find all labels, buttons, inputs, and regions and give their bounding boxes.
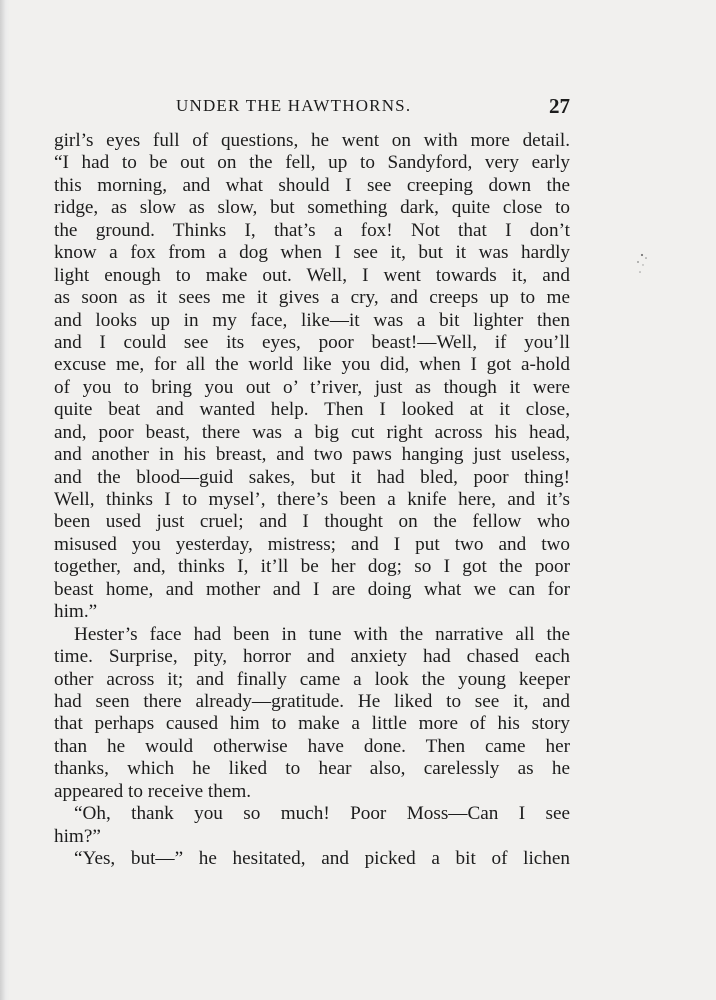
paper-specks <box>628 250 658 280</box>
text-line: and, poor beast, there was a big cut right across his head, <box>54 421 570 443</box>
page-gutter <box>0 0 10 1000</box>
text-line: Well, thinks I to mysel’, there’s been a knife here, and it’s <box>54 489 570 510</box>
text-line: ridge, as slow as slow, but something dark, quite close to <box>54 197 570 219</box>
text-line: excuse me, for all the world like you did, when I got a-hold <box>54 354 570 376</box>
text-line: him?” <box>54 825 101 847</box>
text-line: appeared to receive them. <box>54 780 252 802</box>
running-title: UNDER THE HAWTHORNS. <box>176 96 412 115</box>
text-line: and the blood—guid sakes, but it had bled, poor thing! <box>54 466 570 488</box>
page-header <box>54 96 570 120</box>
text-line: him.” <box>54 601 98 623</box>
text-line: “I had to be out on the fell, up to Sandyford, very early <box>54 152 570 174</box>
text-line: “Yes, but—” he hesitated, and picked a bit of lichen <box>74 848 570 869</box>
text-line: time. Surprise, pity, horror and anxiety had chased each <box>54 646 570 668</box>
text-line: of you to bring you out o’ t’river, just as though it were <box>54 376 570 398</box>
text-line: and another in his breast, and two paws hanging just useless, <box>54 444 570 466</box>
text-line: that perhaps caused him to make a little more of his story <box>54 713 570 735</box>
body-text <box>54 130 570 870</box>
text-line: and looks up in my face, like—it was a bit lighter then <box>54 309 570 331</box>
text-line: girl’s eyes full of questions, he went on with more detail. <box>54 130 570 151</box>
text-line: together, and, thinks I, it’ll be her dog; so I got the poor <box>54 556 570 578</box>
text-line: been used just cruel; and I thought on the fellow who <box>54 511 570 533</box>
text-line: quite beat and wanted help. Then I looked at it close, <box>54 399 570 421</box>
text-line: thanks, which he liked to hear also, carelessly as he <box>54 758 570 780</box>
text-line: misused you yesterday, mistress; and I put two and two <box>54 533 570 555</box>
text-line: this morning, and what should I see creeping down the <box>54 174 570 196</box>
text-line: “Oh, thank you so much! Poor Moss—Can I see <box>74 803 570 825</box>
text-line: know a fox from a dog when I see it, but it was hardly <box>54 242 570 264</box>
text-line: had seen there already—gratitude. He liked to see it, and <box>54 690 570 712</box>
text-line: other across it; and finally came a look the young keeper <box>54 668 570 690</box>
text-line: light enough to make out. Well, I went towards it, and <box>54 264 570 286</box>
text-line: as soon as it sees me it gives a cry, and creeps up to me <box>54 287 570 309</box>
text-line: than he would otherwise have done. Then came her <box>54 735 570 757</box>
text-line: Hester’s face had been in tune with the narrative all the <box>74 623 570 645</box>
page-number: 27 <box>549 94 570 118</box>
text-line: beast home, and mother and I are doing what we can for <box>54 578 570 600</box>
text-line: and I could see its eyes, poor beast!—Well, if you’ll <box>54 331 570 353</box>
text-line: the ground. Thinks I, that’s a fox! Not that I don’t <box>54 219 570 241</box>
